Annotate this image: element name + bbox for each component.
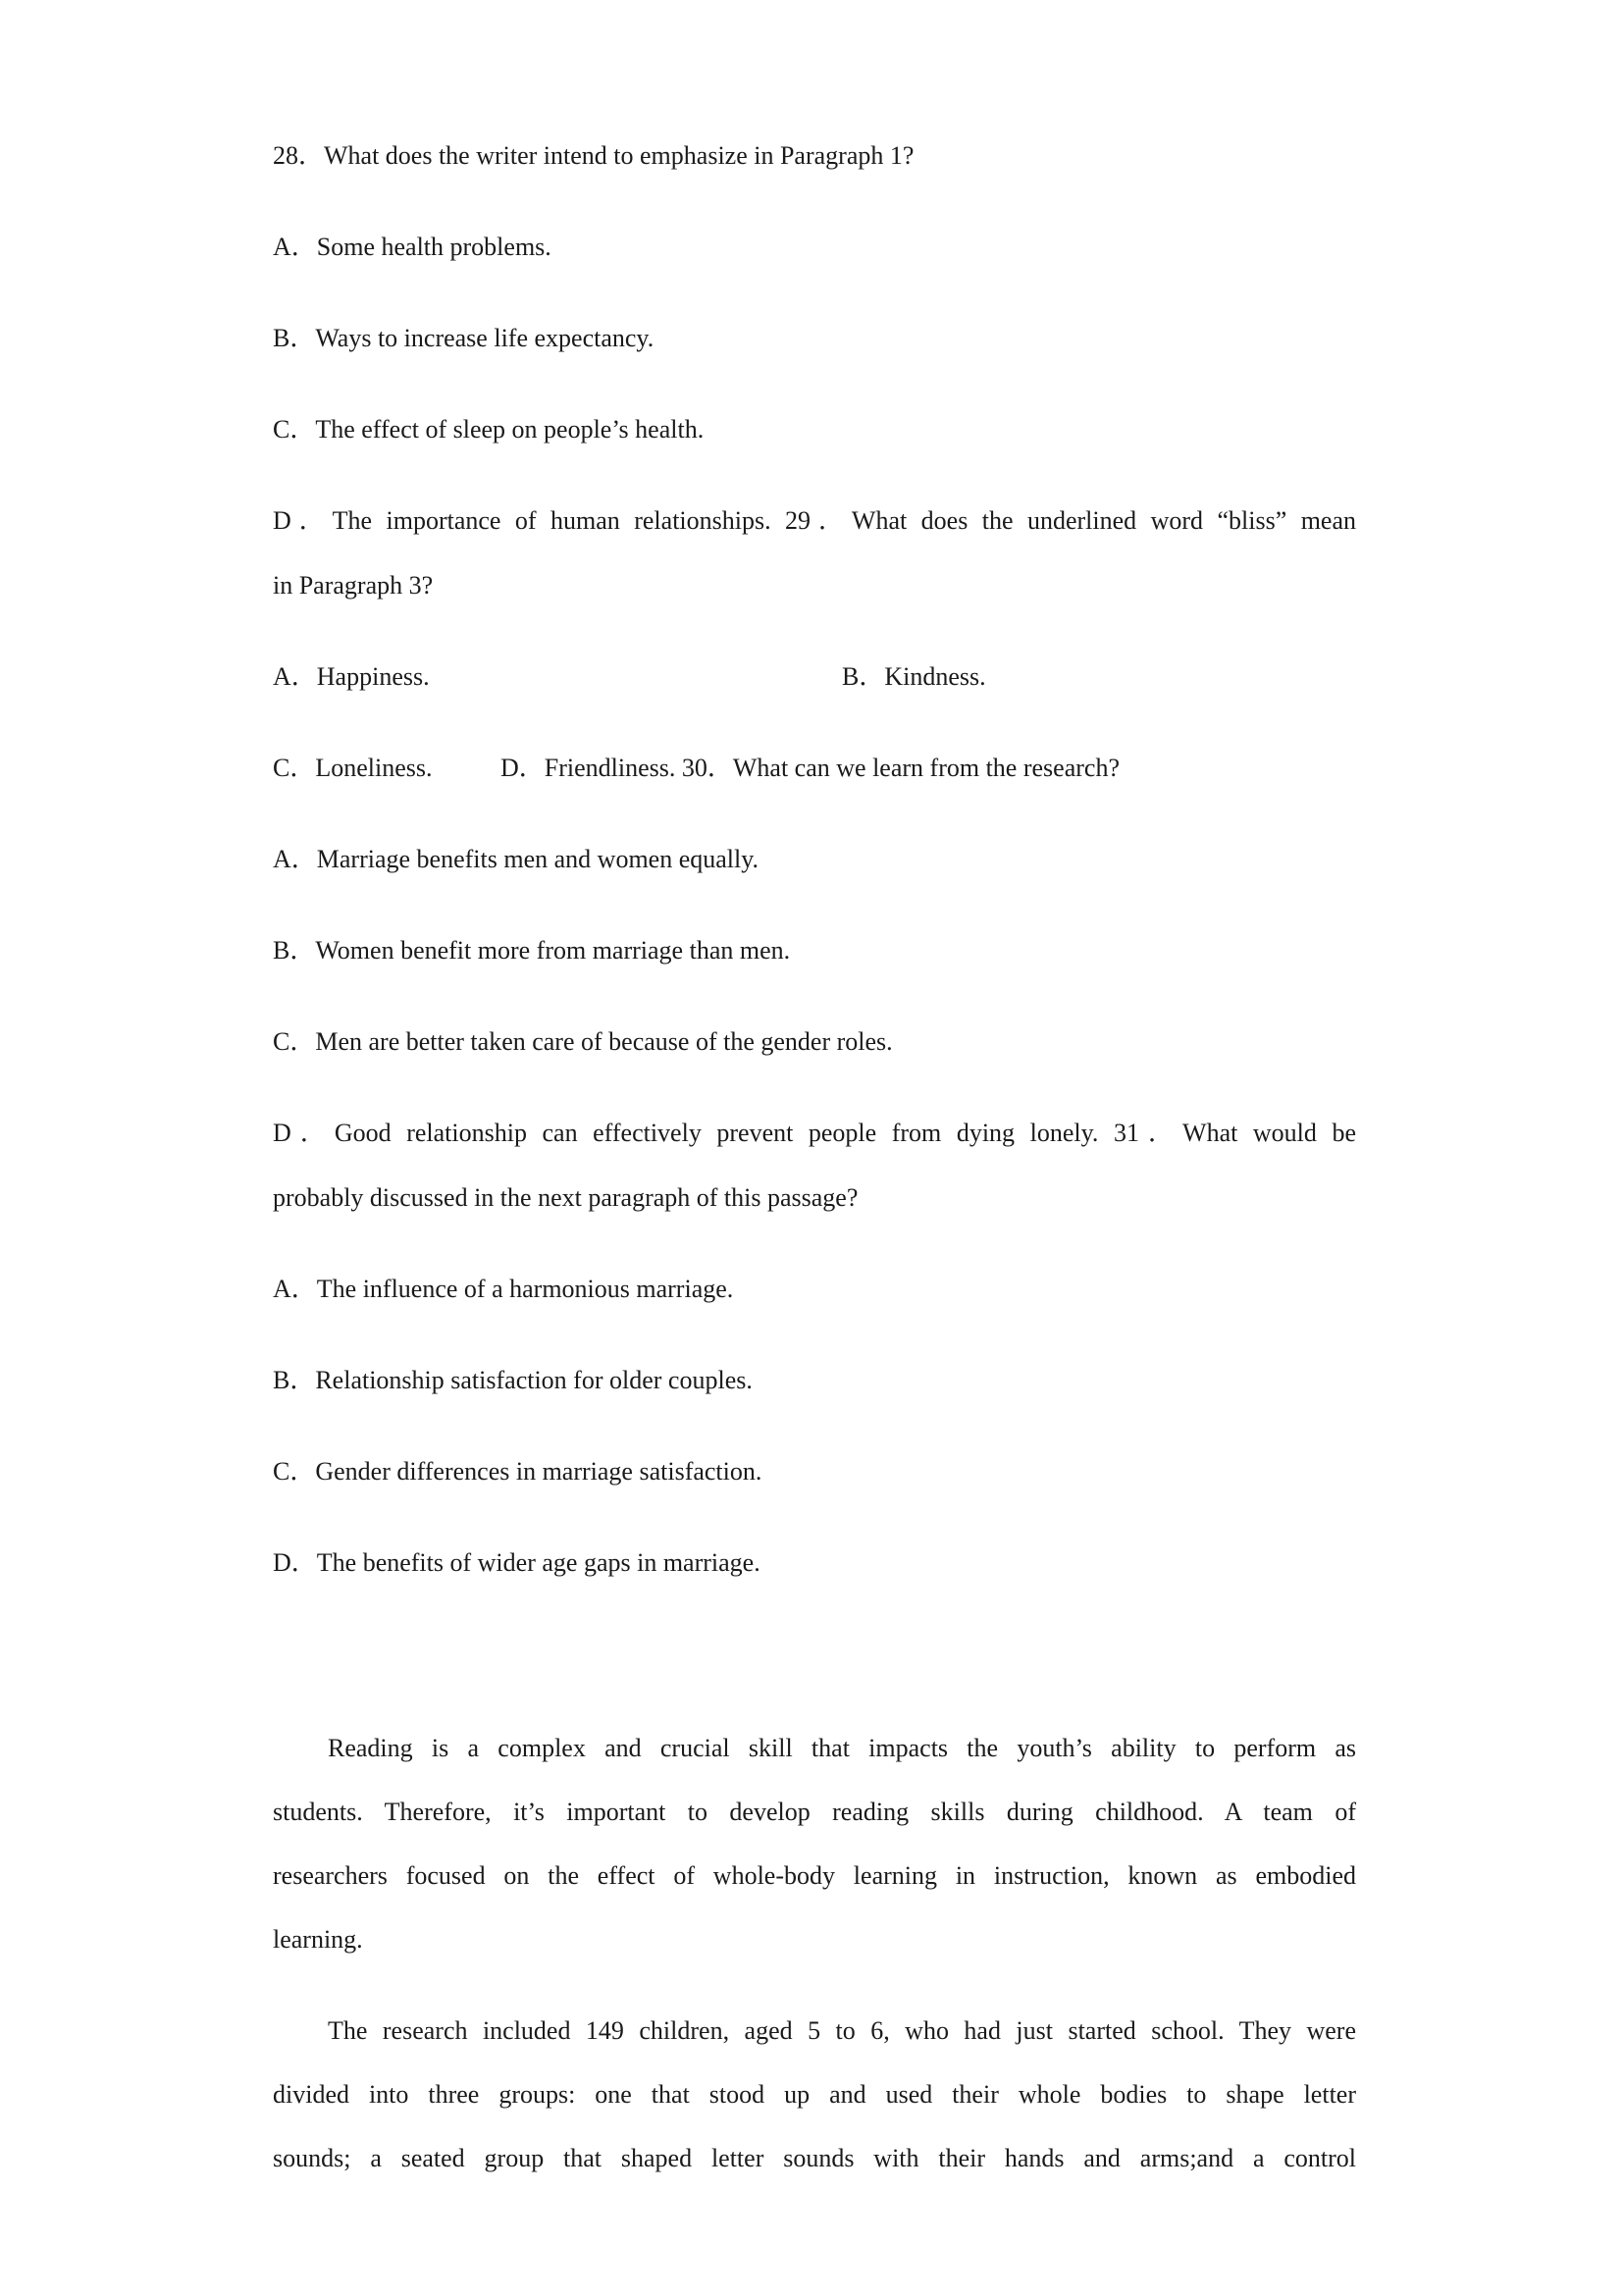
question-28-option-c: C．The effect of sleep on people’s health. [273, 415, 705, 444]
question-29-option-d: D．Friendliness. 30．What can we learn from the research? [500, 754, 1120, 782]
passage-line: The research included 149 children, aged 5 to 6, who had just started school. They were [328, 2016, 1356, 2045]
question-31-option-c: C．Gender differences in marriage satisfaction. [273, 1457, 762, 1486]
question-30-option-b: B．Women benefit more from marriage than men. [273, 936, 791, 965]
passage-line: Reading is a complex and crucial skill that impacts the youth’s ability to perform as [328, 1734, 1356, 1762]
question-28-option-a: A．Some health problems. [273, 233, 551, 261]
question-30-option-a: A．Marriage benefits men and women equally. [273, 845, 759, 873]
passage-line: sounds; a seated group that shaped letter sounds with their hands and arms;and a control [273, 2144, 1356, 2172]
question-30-option-d: D．Good relationship can effectively prevent people from dying lonely. 31．What would be [273, 1119, 1356, 1147]
question-29-stem-continued: in Paragraph 3? [273, 571, 434, 600]
passage-line: learning. [273, 1925, 363, 1954]
passage-line: researchers focused on the effect of whole-body learning in instruction, known as embodied [273, 1861, 1356, 1890]
question-29-option-a: A．Happiness. [273, 662, 430, 691]
question-31-stem-continued: probably discussed in the next paragraph of this passage? [273, 1183, 859, 1212]
question-28-stem: 28．What does the writer intend to emphasize in Paragraph 1? [273, 141, 915, 170]
question-28-option-b: B．Ways to increase life expectancy. [273, 324, 654, 352]
question-31-option-a: A．The influence of a harmonious marriage. [273, 1275, 734, 1303]
question-30-option-c: C．Men are better taken care of because of the gender roles. [273, 1027, 893, 1056]
question-29-option-c: C．Loneliness. [273, 754, 433, 782]
question-31-option-d: D．The benefits of wider age gaps in marriage. [273, 1548, 760, 1577]
passage-line: divided into three groups: one that stood up and used their whole bodies to shape letter [273, 2080, 1356, 2109]
passage-line: students. Therefore, it’s important to develop reading skills during childhood. A team of [273, 1798, 1356, 1826]
question-29-option-b: B．Kindness. [842, 662, 986, 691]
question-28-option-d: D．The importance of human relationships. 29．What does the underlined word “bliss” mean [273, 506, 1356, 535]
question-31-option-b: B．Relationship satisfaction for older couples. [273, 1366, 753, 1394]
